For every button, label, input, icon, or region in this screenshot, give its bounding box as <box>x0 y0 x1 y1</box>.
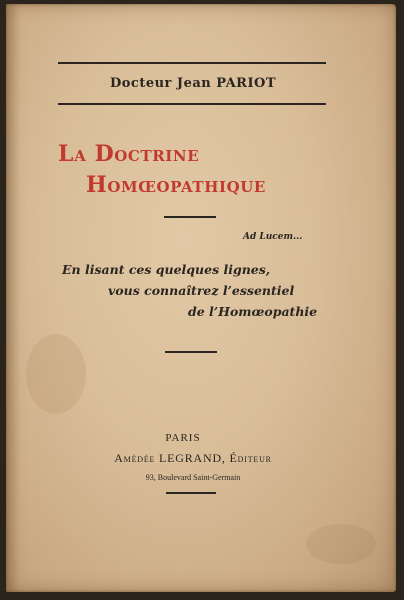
spine-shadow <box>6 4 20 592</box>
publication-city: PARIS <box>165 432 201 444</box>
subtitle-line-3: de l’Homœopathie <box>188 304 318 319</box>
paper-stain <box>306 524 376 564</box>
title-divider <box>164 216 216 218</box>
top-rule-lower <box>58 103 326 105</box>
middle-divider <box>165 351 217 353</box>
paper-stain <box>26 334 86 414</box>
title-line-1: La Doctrine <box>58 141 200 167</box>
subtitle-line-2: vous connaîtrez l’essentiel <box>108 283 295 298</box>
title-line-2: Homœopathique <box>86 172 266 198</box>
subtitle-line-1: En lisant ces quelques lignes, <box>62 262 271 277</box>
top-rule-upper <box>58 62 326 64</box>
publisher-address: 93, Boulevard Saint-Germain <box>145 473 241 482</box>
bottom-divider <box>166 492 216 494</box>
book-cover <box>6 4 396 592</box>
motto: Ad Lucem... <box>243 232 303 242</box>
author-name: Docteur Jean PARIOT <box>109 76 277 91</box>
publisher-name: Amédée LEGRAND, Éditeur <box>114 451 272 465</box>
